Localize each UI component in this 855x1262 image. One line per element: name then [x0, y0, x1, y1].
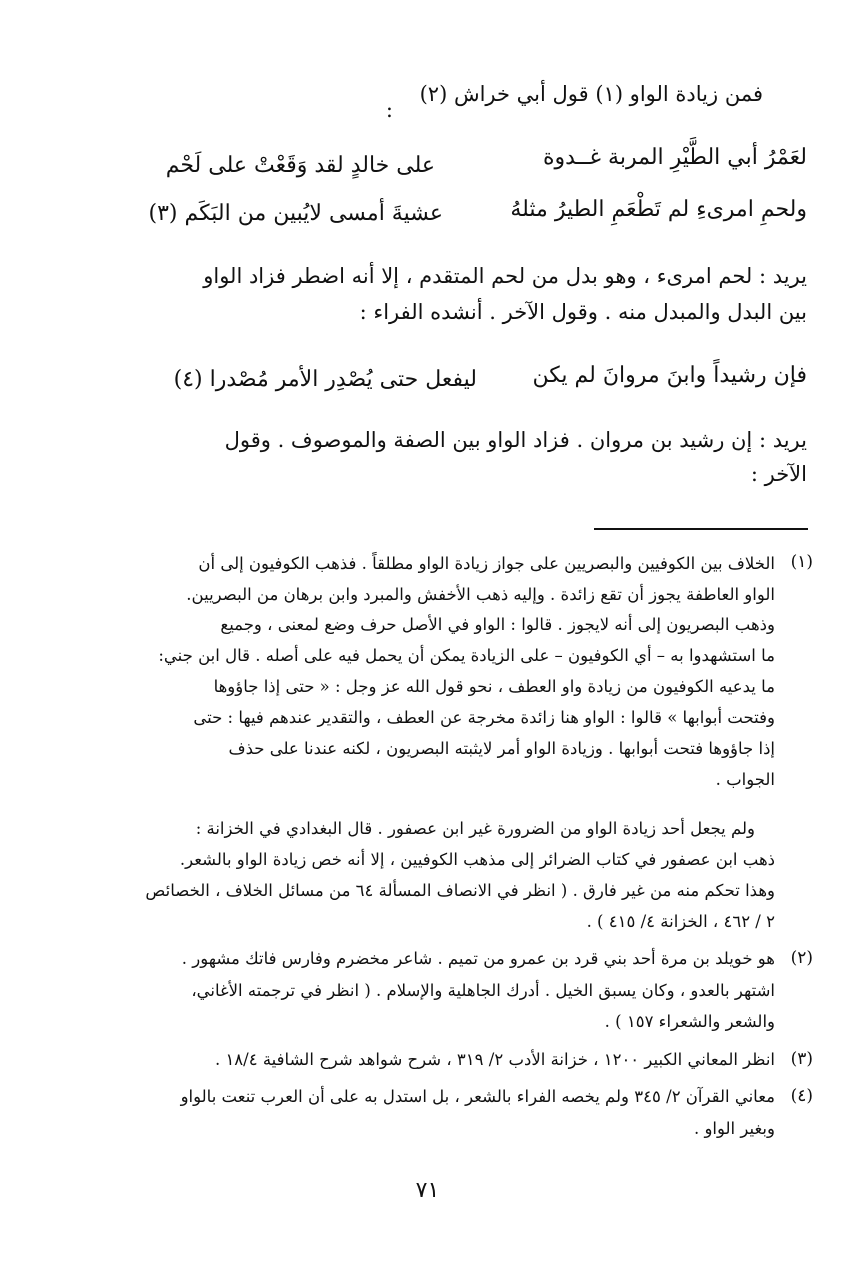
footnote-separator — [594, 528, 808, 530]
footnote-1-continuation-line: ذهب ابن عصفور في كتاب الضرائر إلى مذهب الكوفيين ، إلا أنه خص زيادة الواو بالشعر. — [179, 850, 775, 869]
footnote-4-number: (٤) — [790, 1086, 813, 1106]
footnote-1-continuation-line: ولم يجعل أحد زيادة الواو من الضرورة غير ابن عصفور . قال البغدادي في الخزانة : — [195, 819, 755, 838]
intro-text: فمن زيادة الواو (١) قول أبي خراش (٢) — [419, 82, 763, 106]
footnote-1-line: الخلاف بين الكوفيين والبصريين على جواز زيادة الواو مطلقاً . فذهب الكوفيون إلى أن — [198, 554, 775, 573]
footnote-1-line: الواو العاطفة يجوز أن تقع زائدة . وإليه ذهب الأخفش والمبرد وابن برهان من البصريين. — [186, 585, 775, 604]
footnote-1-line: الجواب . — [715, 770, 775, 789]
footnote-2-line: والشعر والشعراء ١٥٧ ) . — [604, 1012, 775, 1031]
footnote-4-line: وبغير الواو . — [693, 1119, 775, 1138]
footnote-3-number: (٣) — [790, 1049, 813, 1069]
footnote-1-continuation-line: ٢ / ٤٦٢ ، الخزانة ٤/ ٤١٥ ) . — [586, 912, 775, 931]
footnote-3-line: انظر المعاني الكبير ١٢٠٠ ، خزانة الأدب ٢/ ٣١٩ ، شرح شواهد شرح الشافية ١٨/٤ . — [214, 1050, 775, 1069]
footnote-1-line: وذهب البصريون إلى أنه لايجوز . قالوا : الواو في الأصل حرف وضع لمعنى ، وجميع — [220, 615, 775, 634]
footnote-1-line: إذا جاؤوها فتحت أبوابها . وزيادة الواو أمر لايثبته البصريون ، لكنه عندنا على حذف — [228, 739, 775, 758]
footnote-2-line: هو خويلد بن مرة أحد بني قرد بن عمرو من تميم . شاعر مخضرم وفارس فاتك مشهور . — [181, 949, 775, 968]
paragraph-2-line-1: يريد : إن رشيد بن مروان . فزاد الواو بين الصفة والموصوف . وقول — [224, 428, 807, 452]
verse-1-second-hemistich: على خالدٍ لقد وَقَعْتْ على لَحْم — [165, 153, 435, 178]
footnote-1-continuation-line: وهذا تحكم منه من غير فارق . ( انظر في الانصاف المسألة ٦٤ من مسائل الخلاف ، الخصائص — [145, 881, 775, 900]
verse-3-first-hemistich: فإن رشيداً وابنَ مروانَ لم يكن — [532, 363, 807, 388]
paragraph-2-line-2: الآخر : — [750, 462, 807, 486]
verse-2-first-hemistich: ولحمِ امرىءِ لم تَطْعَمِ الطيرُ مثلهُ — [510, 197, 807, 222]
footnote-1-line: وفتحت أبوابها » قالوا : الواو هنا زائدة مخرجة عن العطف ، والتقدير عندهم فيها : حتى — [193, 708, 775, 727]
verse-1-first-hemistich: لعَمْرُ أبي الطَّيْرِ المربة غــدوة — [542, 145, 807, 170]
footnote-1-number: (١) — [790, 552, 813, 572]
footnote-1-line: ما يدعيه الكوفيون من زيادة واو العطف ، نحو قول الله عز وجل : « حتى إذا جاؤوها — [213, 677, 775, 696]
verse-3-second-hemistich: ليفعل حتى يُصْدِر الأمر مُصْدرا (٤) — [173, 367, 477, 392]
paragraph-1-line-2: بين البدل والمبدل منه . وقول الآخر . أنشده الفراء : — [359, 300, 807, 324]
footnote-2-line: اشتهر بالعدو ، وكان يسبق الخيل . أدرك الجاهلية والإسلام . ( انظر في ترجمته الأغاني، — [191, 981, 775, 1000]
verse-2-second-hemistich: عشيةَ أمسى لايُبين من البَكَم (٣) — [148, 201, 443, 226]
intro-colon: : — [385, 98, 393, 122]
footnote-1-line: ما استشهدوا به – أي الكوفيون – على الزيادة يمكن أن يحمل فيه على أصله . قال ابن جني: — [158, 646, 775, 665]
paragraph-1-line-1: يريد : لحم امرىء ، وهو بدل من لحم المتقدم ، إلا أنه اضطر فزاد الواو — [203, 264, 807, 288]
footnote-2-number: (٢) — [790, 948, 813, 968]
footnote-4-line: معاني القرآن ٢/ ٣٤٥ ولم يخصه الفراء بالشعر ، بل استدل به على أن العرب تنعت بالواو — [180, 1087, 775, 1106]
page-number: ٧١ — [415, 1178, 440, 1203]
